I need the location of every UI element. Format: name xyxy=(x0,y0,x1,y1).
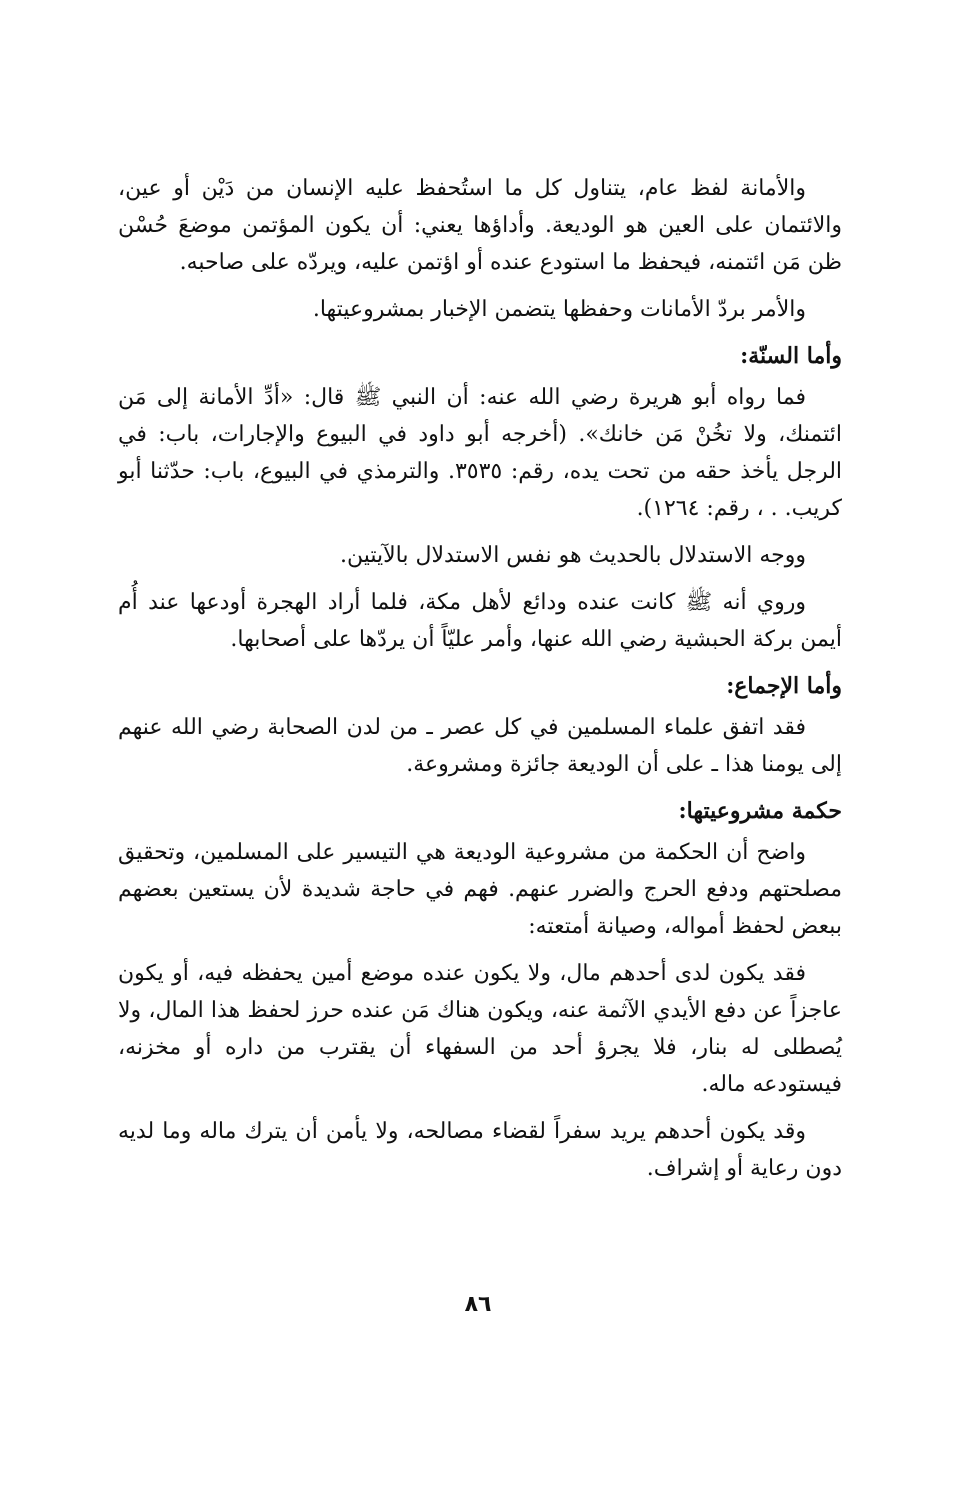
page-number: ٨٦ xyxy=(464,1292,492,1317)
paragraph-wisdom: واضح أن الحكمة من مشروعية الوديعة هي التيسير على المسلمين، وتحقيق مصلحتهم ودفع الحرج والضرر عنهم. فهم في حاجة شديدة لأن يستعين بعضهم ببعض لحفظ أمواله، وصيانة أمتعته: xyxy=(118,840,842,939)
heading-sunnah: وأما السنّة: xyxy=(740,343,842,369)
page-body xyxy=(118,170,842,1197)
paragraph-hadith: فما رواه أبو هريرة رضي الله عنه: أن النبي ﷺ قال: «أدِّ الأمانة إلى مَن ائتمنك، ولا تخُنْ مَن خانك». (أخرجه أبو داود في البيوع والإجارات، باب: في الرجل يأخذ حقه من تحت يده، رقم: ٣٥٣٥. والترمذي في البيوع، باب: حدّثنا أبو كريب. . ، رقم: ١٢٦٤). xyxy=(118,385,843,521)
paragraph-example-safekeeping: فقد يكون لدى أحدهم مال، ولا يكون عنده موضع أمين يحفظه فيه، أو يكون عاجزاً عن دفع الأيدي الآثمة عنه، ويكون هناك مَن عنده حرز لحفظ هذا المال، ولا يُصطلى له بنار، فلا يجرؤ أحد من السفهاء أن يقترب من داره أو مخزنه، فيستودعه ماله. xyxy=(118,961,842,1097)
paragraph-amana-definition: والأمانة لفظ عام، يتناول كل ما استُحفظ عليه الإنسان من دَيْن أو عين، والائتمان على العين هو الوديعة. وأداؤها يعني: أن يكون المؤتمن موضعَ حُسْن ظن مَن ائتمنه، فيحفظ ما استودع عنده أو اؤتمن عليه، ويردّه على صاحبه. xyxy=(118,176,842,275)
paragraph-command-return: والأمر بردّ الأمانات وحفظها يتضمن الإخبار بمشروعيتها. xyxy=(312,297,806,322)
heading-ijmaa: وأما الإجماع: xyxy=(726,673,842,699)
heading-wisdom: حكمة مشروعيتها: xyxy=(678,798,842,824)
paragraph-example-travel: وقد يكون أحدهم يريد سفراً لقضاء مصالحه، ولا يأمن أن يترك ماله وما لديه دون رعاية أو إشراف. xyxy=(118,1119,842,1181)
paragraph-makkah-deposits: وروي أنه ﷺ كانت عنده ودائع لأهل مكة، فلما أراد الهجرة أودعها عند أُم أيمن بركة الحبشية رضي الله عنها، وأمر عليّاً أن يردّها على أصحابها. xyxy=(118,590,842,652)
paragraph-evidence: ووجه الاستدلال بالحديث هو نفس الاستدلال بالآيتين. xyxy=(339,543,806,568)
paragraph-consensus: فقد اتفق علماء المسلمين في كل عصر ـ من لدن الصحابة رضي الله عنهم إلى يومنا هذا ـ على أن الوديعة جائزة ومشروعة. xyxy=(118,715,842,777)
